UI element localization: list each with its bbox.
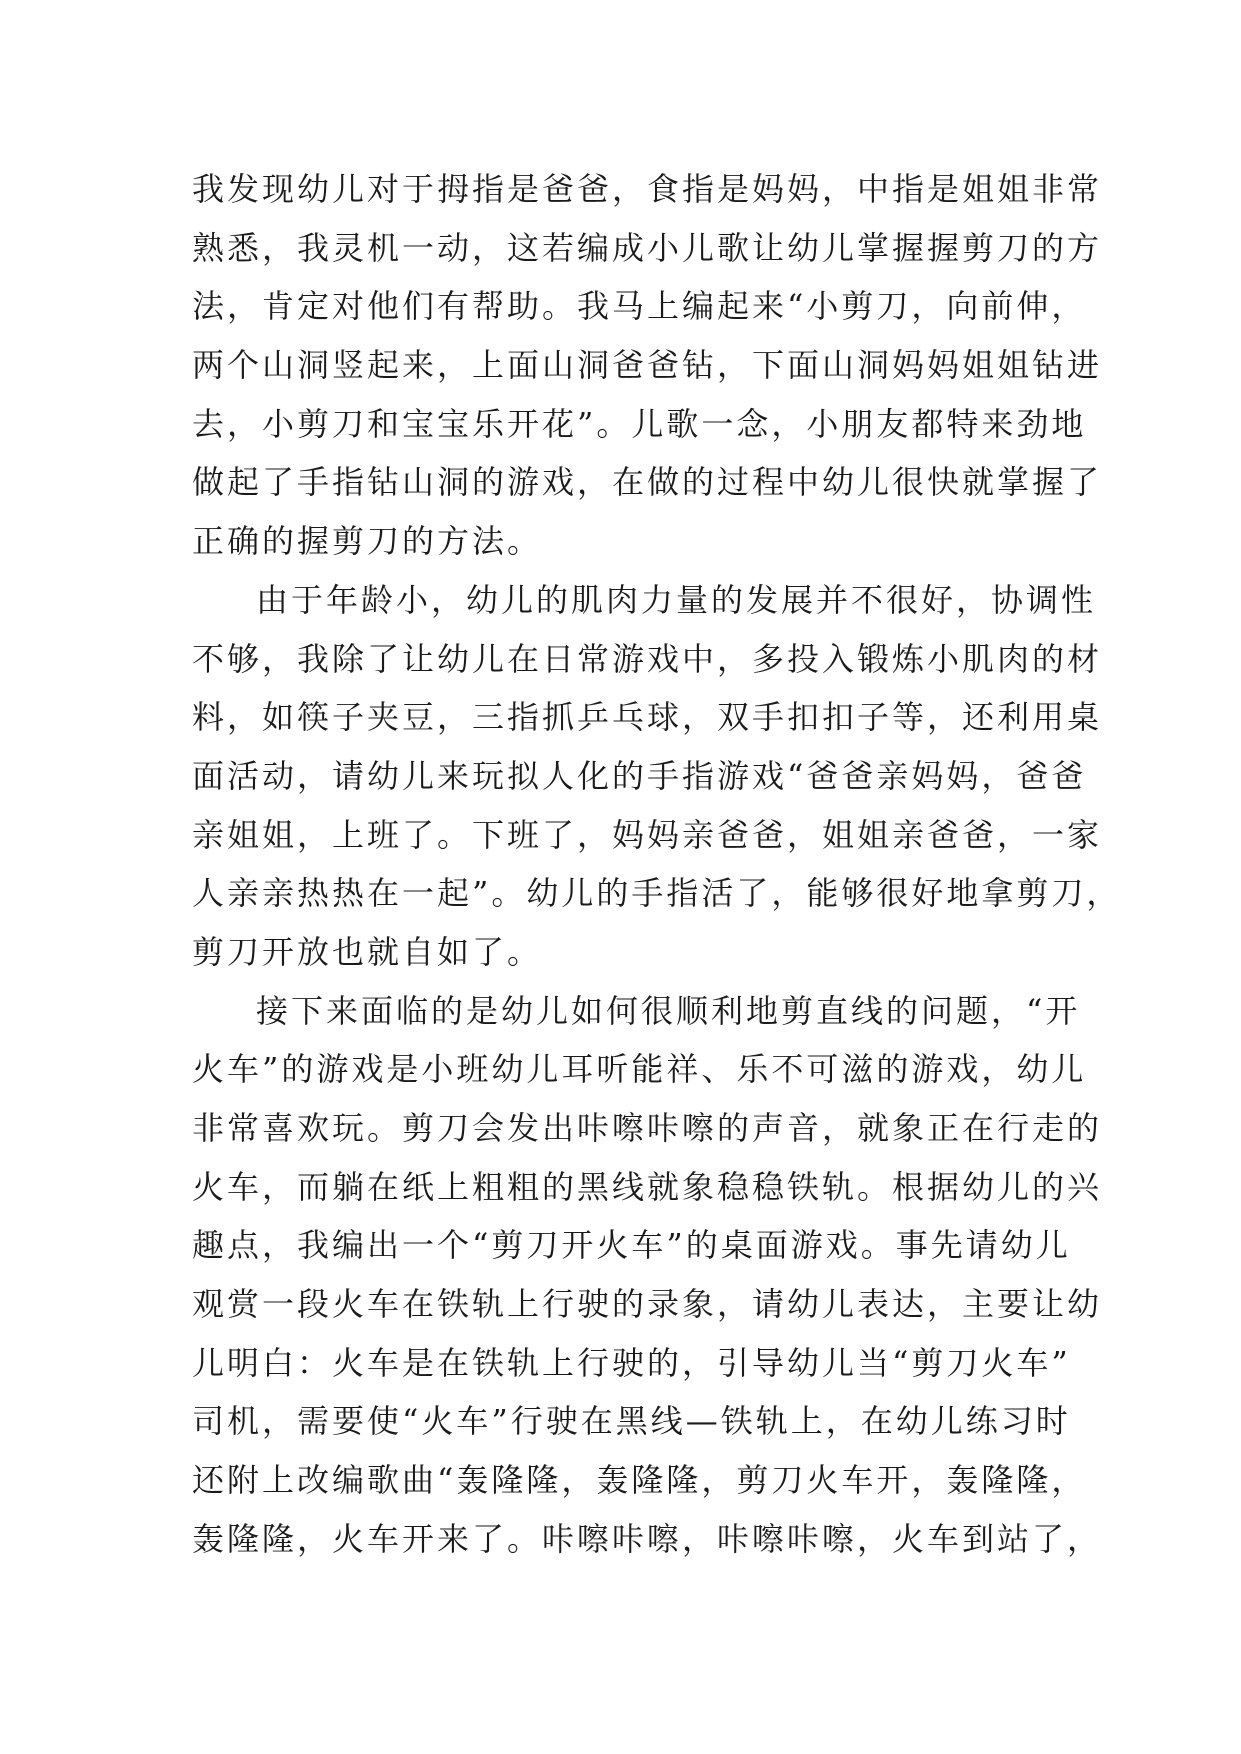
text-line: 火车，而躺在纸上粗粗的黑线就象稳稳铁轨。根据幼儿的兴 — [192, 1167, 1103, 1206]
text-line: 轰隆隆，火车开来了。咔嚓咔嚓，咔嚓咔嚓，火车到站了， — [192, 1519, 1103, 1558]
paragraph-first-line: 接下来面临的是幼儿如何很顺利地剪直线的问题，“开 — [256, 991, 1081, 1030]
document-body — [192, 160, 1122, 1569]
text-line: 面活动，请幼儿来玩拟人化的手指游戏“爸爸亲妈妈，爸爸 — [192, 756, 1087, 795]
text-line: 料，如筷子夹豆，三指抓乒乓球，双手扣扣子等，还利用桌 — [192, 698, 1103, 737]
text-line: 人亲亲热热在一起”。幼儿的手指活了，能够很好地拿剪刀， — [192, 874, 1122, 913]
text-line: 剪刀开放也就自如了。 — [192, 932, 543, 971]
text-line: 去，小剪刀和宝宝乐开花”。儿歌一念，小朋友都特来劲地 — [192, 404, 1087, 443]
text-line: 不够，我除了让幼儿在日常游戏中，多投入锻炼小肌肉的材 — [192, 639, 1103, 678]
text-line: 两个山洞竖起来，上面山洞爸爸钻，下面山洞妈妈姐姐钻进 — [192, 346, 1103, 385]
text-line: 正确的握剪刀的方法。 — [192, 522, 543, 561]
text-line: 儿明白：火车是在铁轨上行驶的，引导幼儿当“剪刀火车” — [192, 1343, 1071, 1382]
text-line: 亲姐姐，上班了。下班了，妈妈亲爸爸，姐姐亲爸爸，一家 — [192, 815, 1103, 854]
text-line: 还附上改编歌曲“轰隆隆，轰隆隆，剪刀火车开，轰隆隆， — [192, 1461, 1087, 1500]
paragraph-first-line: 由于年龄小，幼儿的肌肉力量的发展并不很好，协调性 — [256, 580, 1097, 619]
text-line: 趣点，我编出一个“剪刀开火车”的桌面游戏。事先请幼儿 — [192, 1226, 1071, 1265]
text-line: 火车”的游戏是小班幼儿耳听能祥、乐不可滋的游戏，幼儿 — [192, 1050, 1087, 1089]
text-line: 司机，需要使“火车”行驶在黑线—铁轨上，在幼儿练习时 — [192, 1402, 1071, 1441]
text-line: 做起了手指钻山洞的游戏，在做的过程中幼儿很快就掌握了 — [192, 463, 1103, 502]
text-line: 法，肯定对他们有帮助。我马上编起来“小剪刀，向前伸， — [192, 287, 1087, 326]
text-line: 非常喜欢玩。剪刀会发出咔嚓咔嚓的声音，就象正在行走的 — [192, 1109, 1103, 1147]
text-line: 熟悉，我灵机一动，这若编成小儿歌让幼儿掌握握剪刀的方 — [192, 228, 1103, 267]
text-line: 我发现幼儿对于拇指是爸爸，食指是妈妈，中指是姐姐非常 — [192, 170, 1103, 208]
text-line: 观赏一段火车在铁轨上行驶的录象，请幼儿表达，主要让幼 — [192, 1285, 1103, 1324]
